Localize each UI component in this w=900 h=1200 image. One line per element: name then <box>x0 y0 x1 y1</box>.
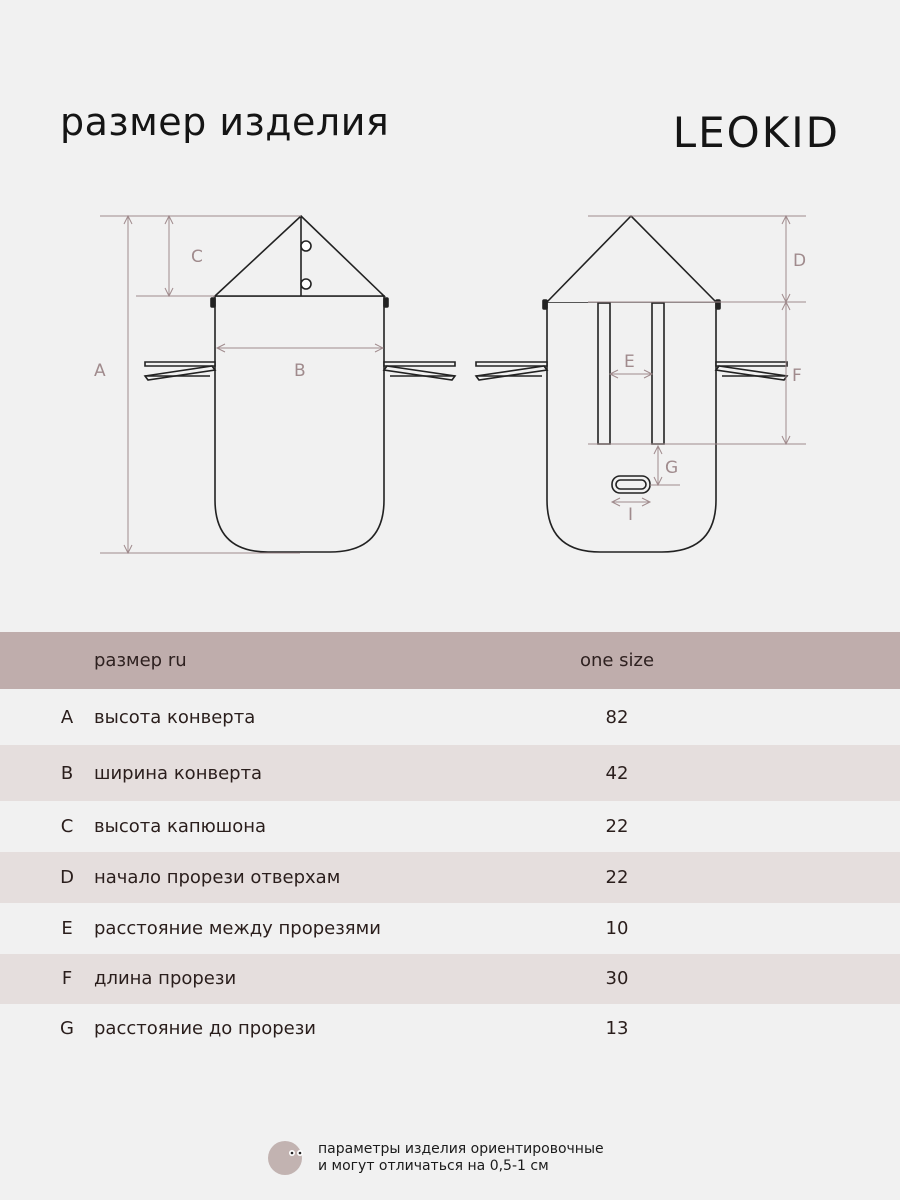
label-e: E <box>624 352 635 372</box>
table-header <box>0 632 900 689</box>
label-d: D <box>793 251 807 271</box>
row-value: 22 <box>605 816 629 837</box>
row-value: 42 <box>605 763 629 784</box>
table-row <box>0 801 900 852</box>
row-letter: F <box>61 968 73 989</box>
label-f: F <box>792 366 802 386</box>
table-row <box>0 903 900 954</box>
note-line-1: параметры изделия ориентировочные <box>318 1141 604 1157</box>
row-letter: A <box>60 707 74 728</box>
table-row <box>0 745 900 801</box>
row-name: расстояние между прорезями <box>94 918 381 939</box>
row-name: начало прорези отверхам <box>94 867 341 888</box>
header-one-size: one size <box>579 650 655 671</box>
row-value: 30 <box>605 968 629 989</box>
row-value: 82 <box>605 707 629 728</box>
label-a: A <box>94 361 106 381</box>
row-letter: E <box>61 918 73 939</box>
table-row <box>0 1004 900 1056</box>
row-letter: B <box>60 763 74 784</box>
row-name: высота конверта <box>94 707 256 728</box>
row-letter: D <box>60 867 74 888</box>
note-line-2: и могут отличаться на 0,5-1 см <box>318 1158 549 1174</box>
table-row <box>0 954 900 1004</box>
row-name: ширина конверта <box>94 763 263 784</box>
row-letter: G <box>60 1018 74 1039</box>
brand-logo: LEOKID <box>672 108 840 157</box>
row-name: высота капюшона <box>94 816 267 837</box>
row-letter: C <box>60 816 74 837</box>
label-b: B <box>294 361 306 381</box>
row-value: 10 <box>605 918 629 939</box>
row-name: длина прорези <box>94 968 237 989</box>
smiley-icon <box>268 1140 308 1180</box>
row-value: 22 <box>605 867 629 888</box>
row-name: расстояние до прорези <box>94 1018 316 1039</box>
row-value: 13 <box>605 1018 629 1039</box>
label-i: I <box>628 505 634 525</box>
disclaimer-note <box>318 1141 604 1175</box>
label-g: G <box>665 458 679 478</box>
page-title: размер изделия <box>60 100 390 144</box>
table-row <box>0 852 900 903</box>
table-row <box>0 689 900 745</box>
header-size-label: размер ru <box>94 650 187 671</box>
size-diagram <box>0 190 900 570</box>
label-c: C <box>191 247 203 267</box>
size-table <box>0 632 900 1056</box>
